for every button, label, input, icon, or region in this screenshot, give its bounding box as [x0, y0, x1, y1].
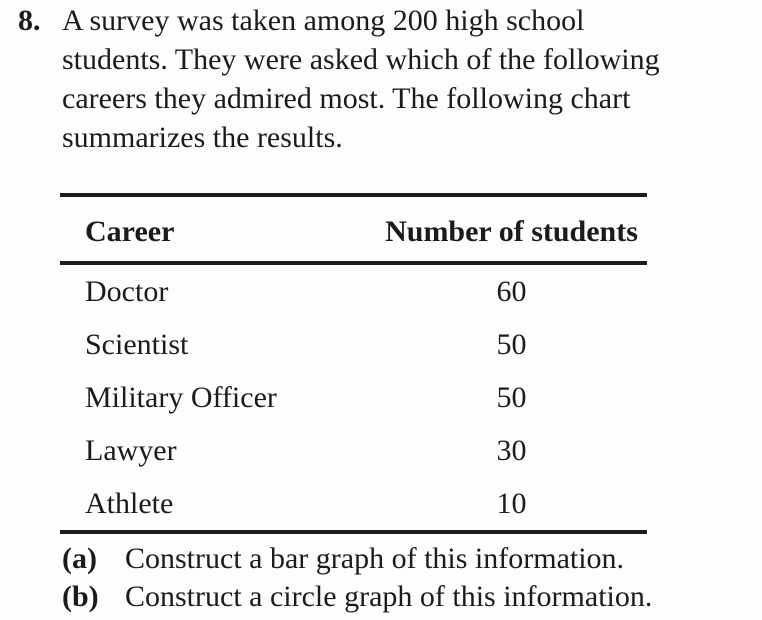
career-cell: Military Officer — [85, 381, 277, 414]
students-column-header: Number of students — [376, 195, 647, 263]
question-line-1: A survey was taken among 200 high school — [62, 4, 585, 37]
table-row-lawyer — [60, 424, 647, 477]
question-line-3: careers they admired most. The following chart — [62, 82, 631, 115]
part-a — [62, 540, 652, 578]
table-header-row — [60, 195, 647, 263]
part-b-text: Construct a circle graph of this information. — [125, 580, 653, 613]
question-line-2: students. They were asked which of the following — [62, 43, 660, 76]
career-cell: Doctor — [85, 275, 169, 308]
students-cell: 10 — [496, 487, 527, 520]
students-cell: 60 — [496, 275, 527, 308]
students-cell: 30 — [496, 434, 527, 467]
students-cell: 50 — [496, 328, 527, 361]
table-row-scientist — [60, 318, 647, 371]
career-survey-table — [60, 193, 647, 534]
table-row-military-officer — [60, 371, 647, 424]
career-cell: Scientist — [85, 328, 189, 361]
table-row-doctor — [60, 263, 647, 318]
question-line-4: summarizes the results. — [62, 121, 343, 154]
part-b-label: (b) — [62, 580, 99, 613]
career-cell: Athlete — [85, 487, 174, 520]
career-cell: Lawyer — [85, 434, 177, 467]
question-text — [62, 1, 660, 157]
career-column-header: Career — [60, 195, 376, 263]
question-parts — [62, 540, 652, 616]
part-a-text: Construct a bar graph of this information. — [125, 542, 625, 575]
question-number: 8. — [18, 4, 41, 37]
part-b — [62, 578, 652, 616]
students-cell: 50 — [496, 381, 527, 414]
table-row-athlete — [60, 477, 647, 532]
part-a-label: (a) — [62, 542, 97, 575]
